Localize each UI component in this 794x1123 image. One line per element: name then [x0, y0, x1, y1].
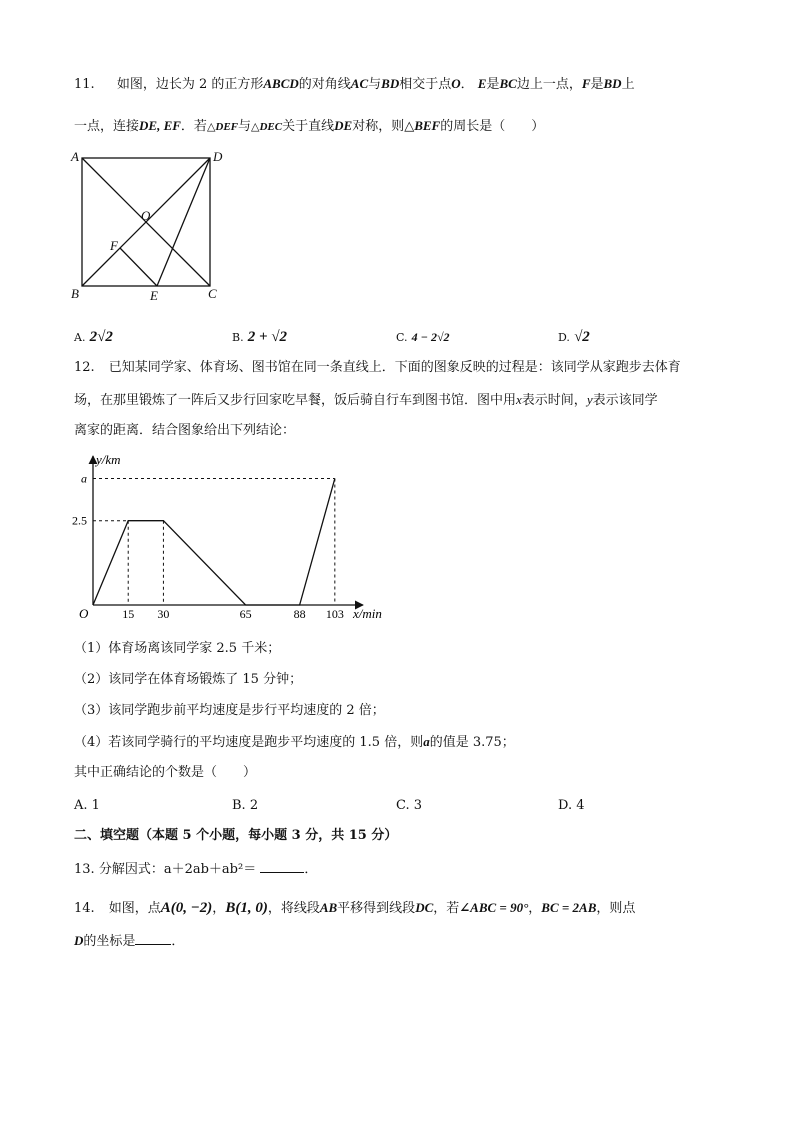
q11-option-a[interactable]: A. 2√2 — [74, 329, 113, 345]
q12-line2: 场，在那里锻炼了一阵后又步行回家吃早餐，饭后骑自行车到图书馆．图中用x表示时间，y表示该同学 — [74, 392, 658, 408]
q12-conclusion-4: （4）若该同学骑行的平均速度是跑步平均速度的 1.5 倍，则a的值是 3.75； — [74, 734, 515, 750]
q12-conclusion-3: （3）该同学跑步前平均速度是步行平均速度的 2 倍； — [74, 703, 385, 718]
q11-option-c[interactable]: C. 4 − 2√2 — [396, 330, 450, 344]
x-axis-label: x/min — [353, 606, 382, 621]
q11-option-d[interactable]: D. √2 — [558, 329, 590, 345]
q12-number: 12. — [74, 360, 95, 375]
label-e: E — [150, 288, 158, 303]
segment-de — [157, 158, 210, 286]
y-axis-label: y/km — [96, 452, 121, 467]
q14-line1: 14. 如图，点A(0, −2)，B(1, 0)，将线段AB平移得到线段DC，若∠ABC = 90°，BC = 2AB，则点 — [74, 900, 636, 916]
q12-option-c[interactable]: C. 3 — [396, 798, 423, 813]
label-a: A — [71, 149, 79, 164]
q11-square-figure — [66, 144, 236, 306]
x-tick-label: 88 — [293, 607, 306, 621]
q12-conclusion-2: （2）该同学在体育场锻炼了 15 分钟； — [74, 672, 303, 687]
q12-option-a[interactable]: A. 1 — [74, 798, 100, 813]
origin-label: O — [79, 606, 89, 621]
q12-option-b[interactable]: B. 2 — [232, 798, 259, 813]
q12-distance-time-chart — [60, 450, 400, 625]
q12-option-d[interactable]: D. 4 — [558, 798, 585, 813]
q12-line1: 12. 已知某同学家、体育场、图书馆在同一条直线上．下面的图象反映的过程是：该同学从家跑步去体育 — [74, 360, 681, 375]
y-tick-label: 2.5 — [72, 513, 87, 528]
q14-number: 14. — [74, 901, 95, 916]
x-tick-label: 30 — [157, 607, 170, 621]
q11-option-b[interactable]: B. 2 + √2 — [232, 329, 288, 345]
y-tick-label: a — [81, 471, 87, 486]
x-tick-label: 65 — [239, 607, 252, 621]
q11-line1: 11. 如图，边长为 2 的正方形ABCD的对角线AC与BD相交于点O． E是BC边上一点，F是BD上 — [74, 76, 635, 92]
segment-ef — [120, 248, 157, 286]
q14-answer-blank[interactable] — [135, 931, 171, 945]
q12-conclusion-1: （1）体育场离该同学家 2.5 千米； — [74, 641, 281, 656]
q12-line3: 离家的距离．结合图象给出下列结论： — [74, 423, 296, 438]
label-c: C — [208, 286, 217, 301]
label-o: O — [141, 208, 151, 223]
q12-question: 其中正确结论的个数是（ ） — [74, 765, 257, 780]
label-d: D — [213, 149, 223, 164]
series-line — [93, 479, 335, 605]
q13-number: 13. — [74, 862, 95, 877]
x-tick-label: 15 — [122, 607, 135, 621]
label-f: F — [110, 238, 118, 253]
x-tick-label: 103 — [325, 607, 344, 621]
q11-line2: 一点，连接DE, EF．若△DEF与△DEC关于直线DE对称，则△BEF的周长是（ ） — [74, 118, 545, 134]
section-2-title: 二、填空题（本题 5 个小题，每小题 3 分，共 15 分） — [74, 828, 398, 843]
chart-guide-lines — [93, 479, 335, 605]
q14-line2: D的坐标是 ． — [74, 933, 185, 949]
q13: 13. 分解因式：a＋2ab＋ab²＝ ． — [74, 859, 317, 879]
q13-answer-blank[interactable] — [260, 859, 304, 873]
chart-tick-labels — [72, 472, 344, 621]
q11-number: 11. — [74, 77, 95, 92]
label-b: B — [71, 286, 79, 301]
